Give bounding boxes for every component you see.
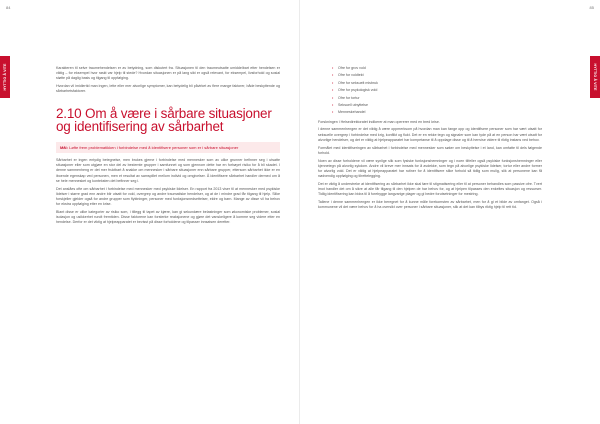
intro-paragraph: Hvordan vil imidlertid man ingen, lette eller mer alvorlige symptomer, kan betydelig bli påvirket av flere mange faktorer, både beskyttende og sårbarhetsfaktorer.: [56, 84, 280, 94]
right-section-tab-label: HYTTIG Å VITE: [593, 63, 597, 91]
page-gutter: [299, 0, 300, 424]
list-item: • Ofre for seksuelt misbruk: [332, 81, 542, 86]
body-paragraph: Blant disse er ulike kategorier av risiko som, i tillegg til tapet av kjære, kan gi sekundære belastninger som økonomiske problemer, sosial isolasjon og usikkerhet rundt fremtiden. Disse faktorene kan forsterke reaksjonene og gjøre det vanskeligere å komme seg videre etter en hendelse. Derfor er det viktig at hjelpeapparatet er bevisst på disse forholdene og tilpasser innsatsen deretter.: [56, 210, 280, 225]
list-item: • Ofre for psykologisk vold: [332, 88, 542, 93]
right-page-column: [318, 66, 542, 213]
list-item: • Ofre for tortur: [332, 96, 542, 101]
right-section-tab: [590, 56, 600, 98]
body-paragraph: Sårbarhet er ingen entydig betegnelse, men brukes gjerne i forbindelse med mennesker som av ulike grunner befinner seg i utsatte situasjoner eller som utgjøre en stor del av bestemte grupper i samfunnet og som gjennom dette har en forhøyet risiko for å bli skadet. I denne sammenheng er det mer fruktbart å snakke om mennesker i sårbare situasjoner enn sårbare grupper, ettersom sårbarhet ikke er en iboende egenskap ved personen, men et resultat av samspillet mellom individ og omgivelser. Å identifisere sårbarhet handler dermed om å se hele mennesket og konteksten det befinner seg i.: [56, 158, 280, 183]
goal-box: [56, 142, 280, 153]
body-paragraph: Det anslåes ofte om sårbarhet i forbindelse med mennesker med psykiske lidelser. En rapport fra 2013 viser til at mennesker med psykiske lidelser i større grad enn andre blir utsatt for vold, overgrep og andre traumatiske hendelser, og at de i mindre grad får tilgang til hjelp. Slike forskjeller gjelder også for andre grupper som flyktninger, personer med funksjonsnedsettelser, eldre og barn. Mange av disse vil ha behov for ekstra oppfølging etter en krise.: [56, 186, 280, 207]
intro-paragraph: Karakteren til selve traumehendelsen er av betydning, som diskutert fra. Situasjonen til den traumeutsatte umiddelbart etter hendelsen er viktig – for eksempel hvor raskt var hjelp til stede? Hvordan situasjonen er på lang sikt er også relevant, for eksempel, livsforhold og sosial støtte på daglig basis og tilgang til oppfølging.: [56, 66, 280, 81]
body-paragraph: Det er viktig å understreke at identifisering av sårbarhet ikke skal føre til stigmatisering eller til at personer behandles som passive ofre. Tvert imot handler det om å sikre at alle får tilgang til den hjelpen de har behov for, og at hjelpen tilpasses den enkeltes situasjon og ressurser. Tidlig identifisering kan bidra til å forebygge langvarige plager og gi bedre forutsetninger for mestring.: [318, 181, 542, 197]
list-item: • Seksuell utnyttelse: [332, 103, 542, 108]
left-page-column: [56, 66, 280, 228]
body-paragraph: Formålet med identifiseringen av sårbarhet i forbindelse med mennesker som søker om beskyttelse i et land, kan omfatte til dels følgende forhold.: [318, 145, 542, 155]
list-item: • Ofre for grov vold: [332, 66, 542, 71]
victim-category-list: [332, 66, 542, 116]
goal-label: Mål:: [60, 144, 68, 150]
section-title: 2.10 Om å være i sårbare situasjoner og identifisering av sårbarhet: [56, 105, 272, 135]
list-item: • Ofre for voldtekt: [332, 73, 542, 78]
left-page-number: 84: [6, 5, 11, 10]
list-item: • Menneskehandel: [332, 110, 542, 115]
left-section-tab-label: HYTTIG Å VITE: [3, 63, 7, 91]
goal-text: Løfte frem problematikken i forbindelse med å identifisere personer som er i sårbare situasjoner: [69, 144, 239, 150]
body-paragraph: I denne sammenhengen er det viktig å være oppmerksom på hvordan man kan fange opp og identifisere personer som har vært utsatt for seksuelle overgrep i forbindelse med krig, konflikt og flukt. Det er en rekke tegn og signaler som kan tyde på at en person har vært utsatt for alvorlige hendelser, og det er viktig at hjelpeapparatet har kompetanse til å oppdage disse og til å henvise videre til riktig instans ved behov.: [318, 127, 542, 142]
body-paragraph: Forskningen i Helsedirektoratet indikerer at man opererer med en bred krise.: [318, 119, 440, 124]
right-page-number: 85: [589, 5, 594, 10]
left-section-tab: [0, 56, 10, 98]
body-paragraph: Tallene i denne sammenhengen er ikke beregnet for å kunne måle forekomsten av sårbarhet, men for å gi et bilde av omfanget. Også i kommunene vil det være behov for å ha oversikt over personer i sårbare situasjoner, slik at det kan tilbys riktig hjelp til rett tid.: [318, 200, 542, 210]
body-paragraph: Noen av disse forholdene vil være synlige slik som fysiske funksjonshemninger og i noen tilfeller også psykiske funksjonshemninger eller kjennetegn på alvorlig sykdom. Andre vil kreve mer innsats for å avdekke, som tegn på alvorlige psykiske lidelser, tortur eller andre former for alvorlig vold. Det er viktig at hjelpeapparatet har rutiner for å identifisere slike forhold så tidlig som mulig, slik at personene kan få nødvendig oppfølging og tilrettelegging.: [318, 158, 542, 179]
